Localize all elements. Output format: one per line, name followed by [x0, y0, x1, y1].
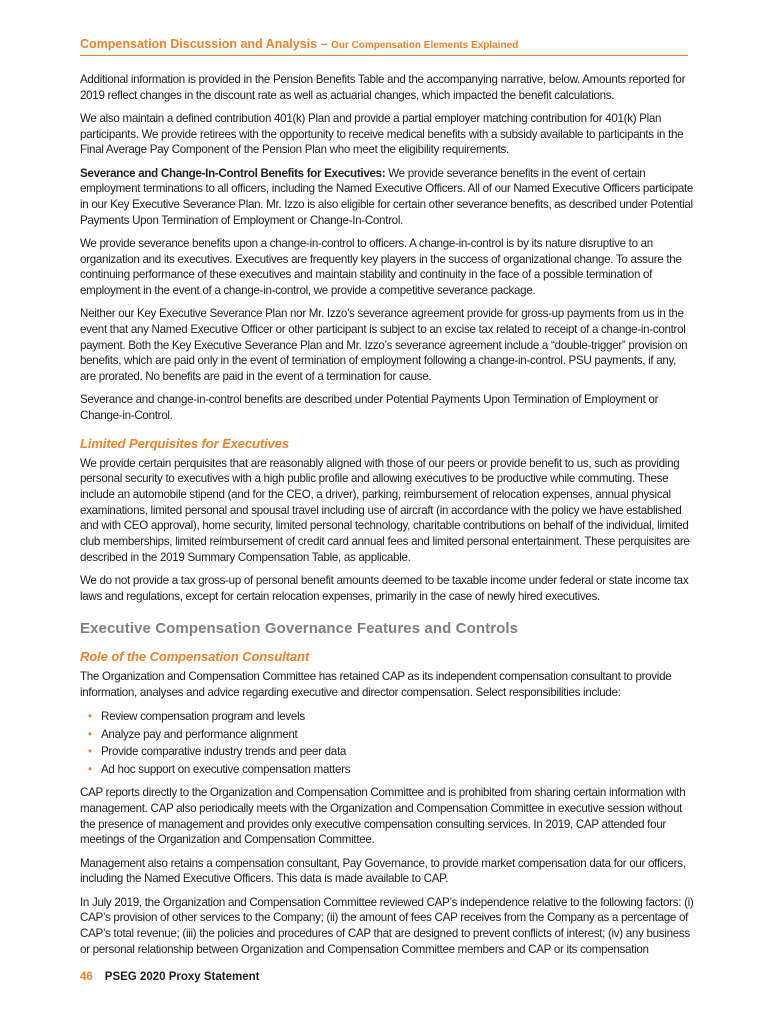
- paragraph: Severance and change-in-control benefits are described under Potential Payments Upon Termination of Employment or Change-in-Control.: [80, 393, 659, 422]
- header-subsection: Our Compensation Elements Explained: [331, 40, 519, 51]
- bullet-icon: •: [88, 727, 92, 741]
- list-item-text: Provide comparative industry trends and peer data: [101, 745, 347, 759]
- responsibilities-list: [80, 708, 694, 778]
- bullet-icon: •: [88, 710, 92, 724]
- paragraph: CAP reports directly to the Organization and Compensation Committee and is prohibited from sharing certain information with management. CAP also periodically meets with the Organization and Compensation Committee in executive session without the presence of management and provides only executive compensation consulting services. In 2019, CAP attended four meetings of the Organization and Compensation Committee.: [80, 786, 686, 847]
- list-item: [80, 708, 694, 726]
- governance-heading: Executive Compensation Governance Features and Controls: [80, 620, 519, 638]
- paragraph: Neither our Key Executive Severance Plan nor Mr. Izzo’s severance agreement provide for gross-up payments from us in the event that any Named Executive Officer or other participant is subject to an excise tax related to receipt of a change-in-control payment. Both the Key Executive Severance Plan and Mr. Izzo’s severance agreement include a “double-trigger” provision on benefits, which are paid only in the event of termination of employment following a change-in-control. PSU payments, if any, are prorated. No benefits are paid in the event of a termination for cause.: [80, 307, 688, 383]
- page-footer: [80, 971, 694, 983]
- bullet-icon: •: [88, 745, 92, 759]
- list-item-text: Ad hoc support on executive compensation matters: [101, 762, 351, 776]
- paragraph: We do not provide a tax gross-up of personal benefit amounts deemed to be taxable income under federal or state income tax laws and regulations, except for certain relocation expenses, primarily in the case of newly hired executives.: [80, 573, 689, 603]
- paragraph: We also maintain a defined contribution 401(k) Plan and provide a partial employer matching contribution for 401(k) Plan participants. We provide retirees with the opportunity to receive medical benefits with a subsidy available to participants in the Final Average Pay Component of the Pension Plan who meet the eligibility requirements.: [80, 111, 684, 157]
- list-item-text: Analyze pay and performance alignment: [101, 727, 298, 741]
- paragraph: We provide certain perquisites that are reasonably aligned with those of our peers or provide benefit to us, such as providing personal security to executives with a high public profile and allowing executives to be productive while commuting. These include an automobile stipend (and for the CEO, a driver), parking, reimbursement of relocation expenses, annual physical examinations, limited personal and spousal travel including use of aircraft (in accordance with the policy we have established and with CEO approval), home security, limited personal technology, charitable contributions on behalf of the individual, limited club memberships, limited reimbursement of credit card annual fees and limited personal entertainment. These perquisites are described in the 2019 Summary Compensation Table, as applicable.: [80, 456, 690, 564]
- page-number: 46: [80, 971, 93, 984]
- severance-paragraph: [80, 166, 694, 229]
- header-section: Compensation Discussion and Analysis: [80, 37, 318, 51]
- perquisites-heading: Limited Perquisites for Executives: [80, 435, 290, 451]
- list-item-text: Review compensation program and levels: [101, 710, 305, 724]
- list-item: [80, 726, 694, 744]
- page-body: [80, 72, 694, 957]
- paragraph: We provide severance benefits upon a change-in-control to officers. A change-in-control is by its nature disruptive to an organization and its executives. Executives are frequently key players in the success of organizational change. To assure the continuing performance of these executives and maintain stability and continuity in the face of a possible termination of employment in the event of a change-in-control, we provide a competitive severance package.: [80, 236, 682, 297]
- severance-lead: Severance and Change-In-Control Benefits for Executives:: [80, 166, 386, 180]
- list-item: [80, 743, 694, 761]
- bullet-icon: •: [88, 762, 92, 776]
- consultant-heading: Role of the Compensation Consultant: [80, 649, 310, 665]
- paragraph: Additional information is provided in the Pension Benefits Table and the accompanying narrative, below. Amounts reported for 2019 reflect changes in the discount rate as well as actuarial changes, which impacted the benefit calculations.: [80, 73, 686, 102]
- running-header: [80, 35, 688, 56]
- severance-text: We provide severance benefits in the event of certain employment terminations to all officers, including the Named Executive Officers. All of our Named Executive Officers participate in our Key Executive Severance Plan. Mr. Izzo is also eligible for certain other severance benefits, as described under Potential Payments Upon Termination of Employment or Change-In-Control.: [80, 166, 694, 227]
- paragraph: In July 2019, the Organization and Compensation Committee reviewed CAP’s independence relative to the following factors: (i) CAP’s provision of other services to the Company; (ii) the amount of fees CAP receives from the Company as a percentage of CAP’s total revenue; (iii) the policies and procedures of CAP that are designed to prevent conflicts of interest; (iv) any business or personal relationship between Organization and Compensation Committee members and CAP or its compensation: [80, 895, 694, 956]
- paragraph: Management also retains a compensation consultant, Pay Governance, to provide market compensation data for our officers, including the Named Executive Officers. This data is made available to CAP.: [80, 856, 686, 886]
- header-separator: –: [317, 37, 331, 51]
- footer-title: PSEG 2020 Proxy Statement: [104, 971, 260, 984]
- paragraph: The Organization and Compensation Committee has retained CAP as its independent compensation consultant to provide information, analyses and advice regarding executive and director compensation. Select responsibilities include:: [80, 670, 672, 700]
- list-item: [80, 761, 694, 779]
